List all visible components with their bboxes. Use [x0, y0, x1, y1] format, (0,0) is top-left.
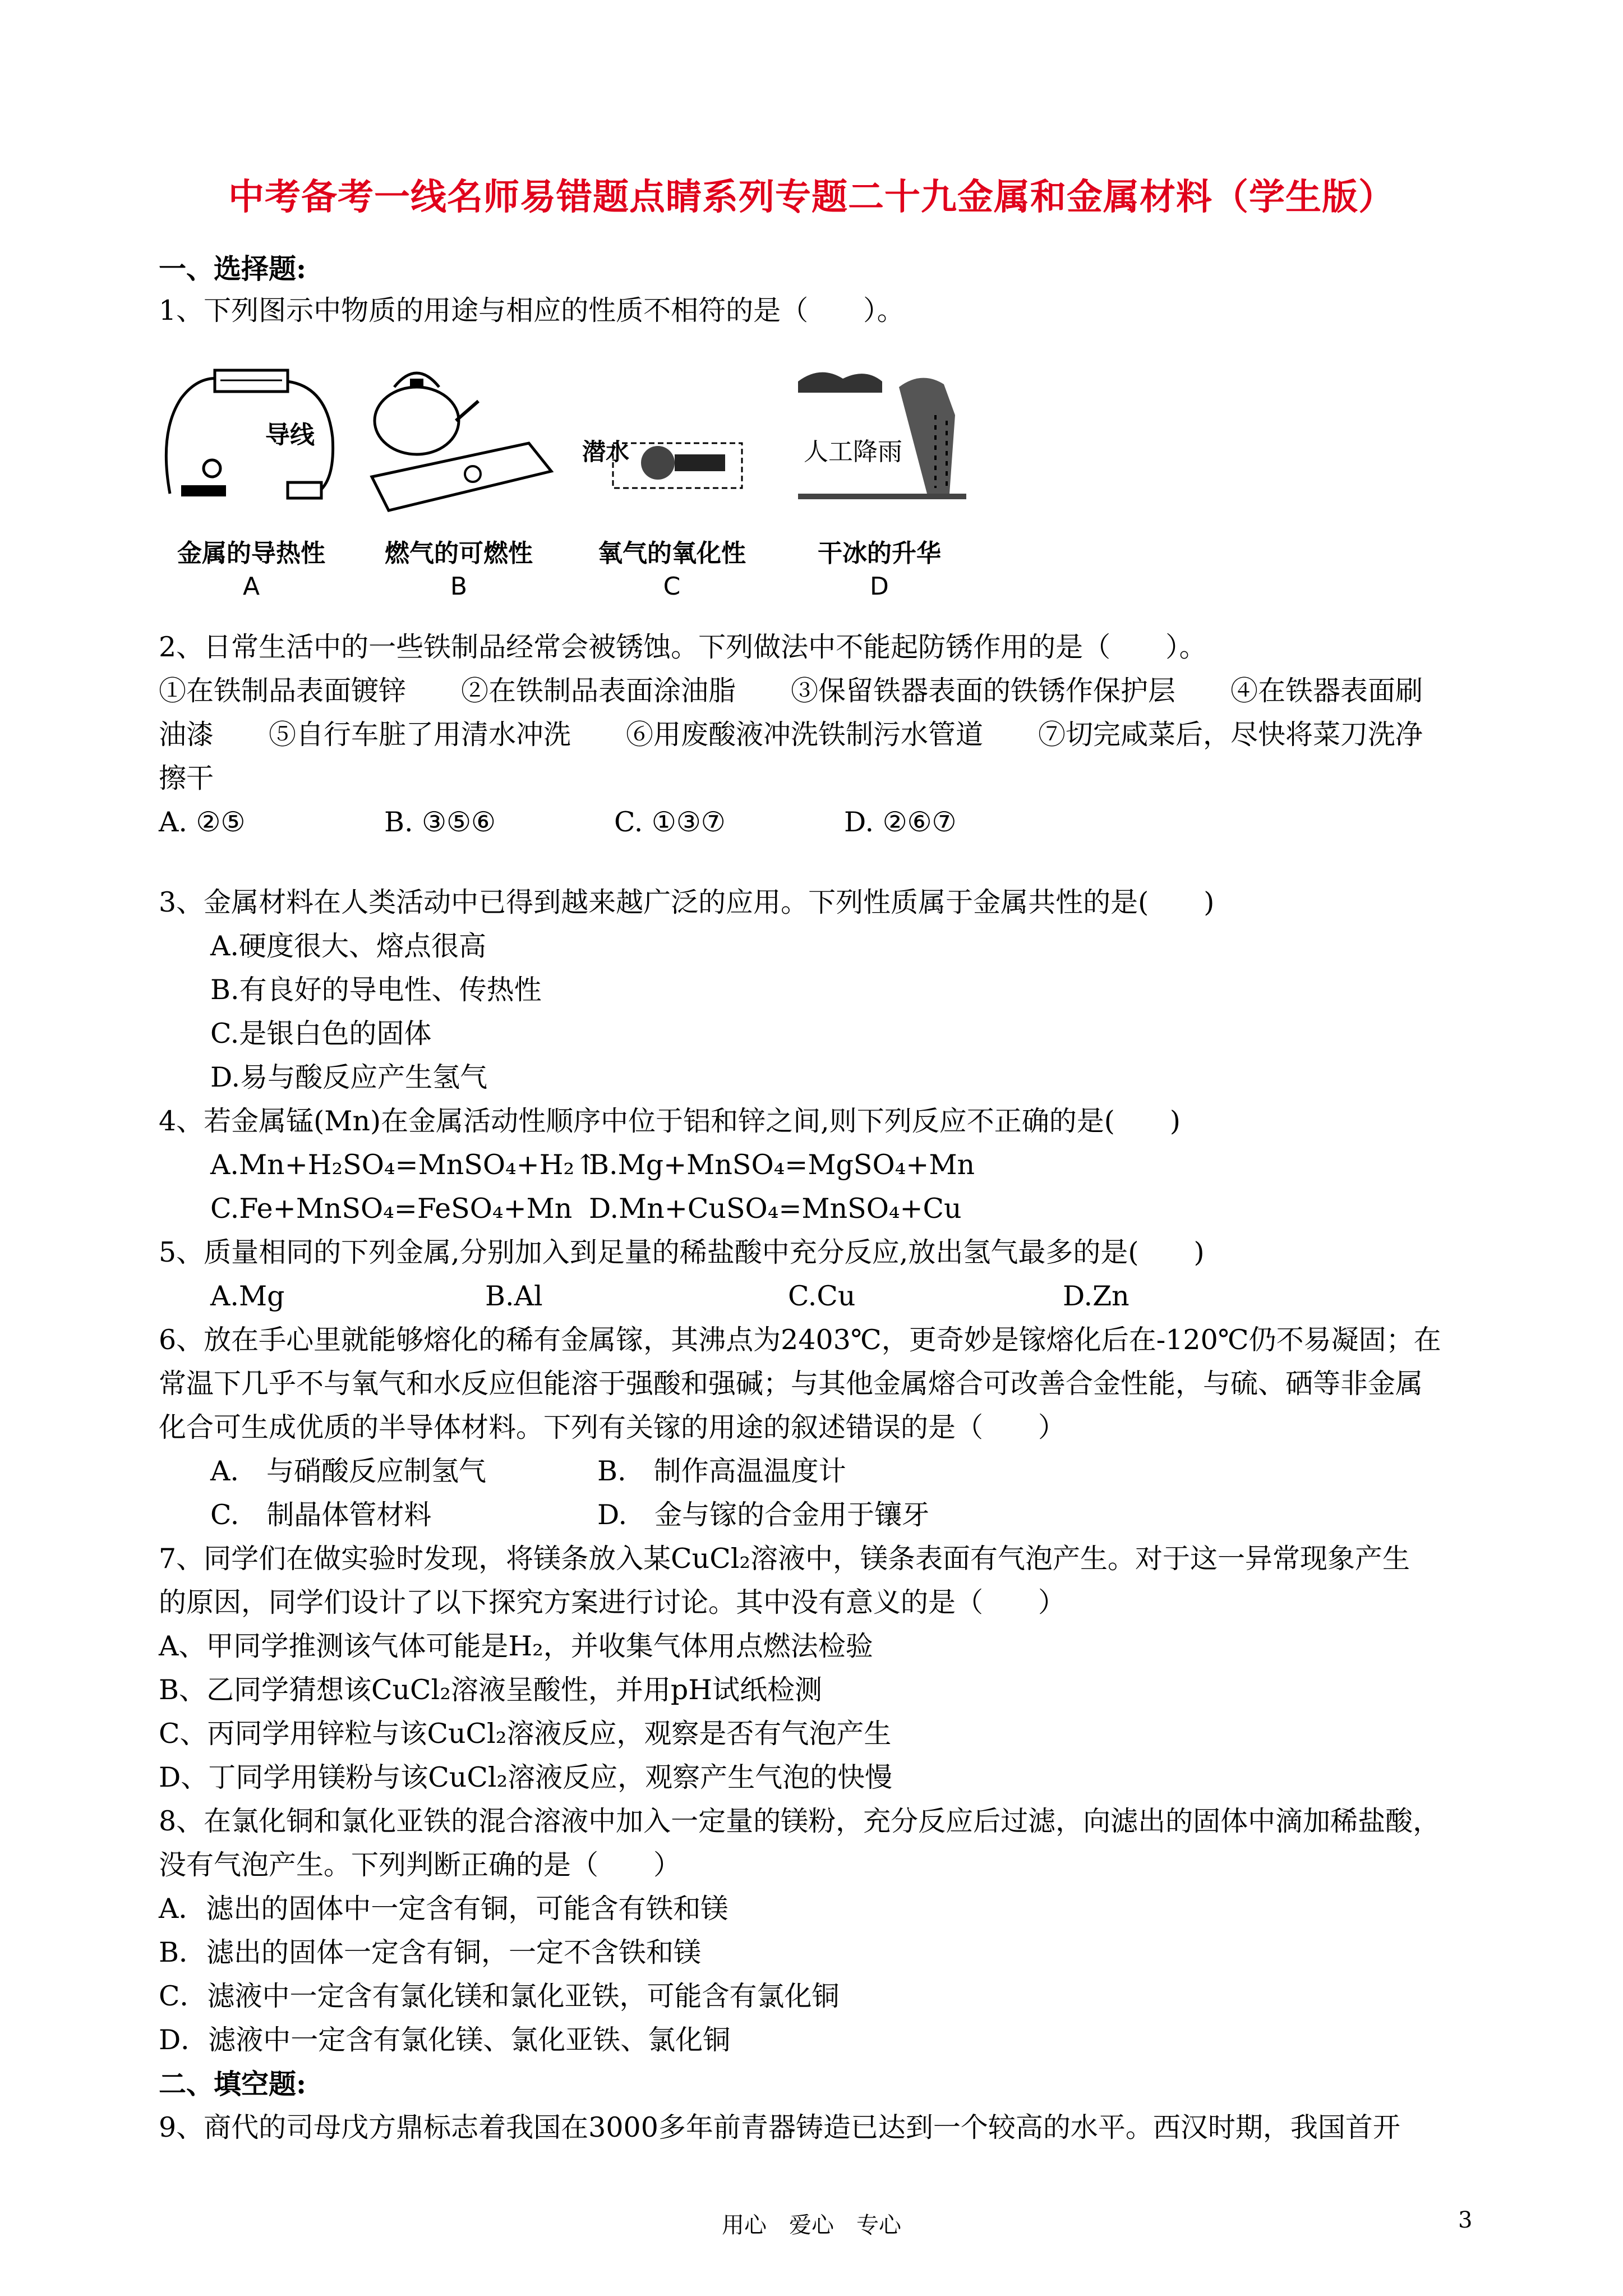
question-6-option-d: D. 金与镓的合金用于镶牙: [597, 1499, 930, 1531]
figure-a-caption: 金属的导热性: [177, 539, 325, 568]
circuit-illustration: [159, 348, 344, 527]
question-3-option-d: D.易与酸反应产生氢气: [210, 1061, 488, 1093]
question-1: 1、下列图示中物质的用途与相应的性质不相符的是（ ）。: [159, 295, 905, 326]
figure-c: [579, 348, 764, 611]
figure-a: [159, 348, 344, 611]
figure-c-letter: C: [663, 572, 681, 601]
question-2-option-b: B. ③⑤⑥: [384, 806, 496, 838]
figure-c-caption: 氧气的氧化性: [598, 539, 746, 568]
question-4-option-d: D.Mn+CuSO₄=MnSO₄+Cu: [589, 1193, 962, 1225]
rain-illustration: [787, 348, 989, 527]
question-7-line-1: 7、同学们在做实验时发现，将镁条放入某CuCl₂溶液中，镁条表面有气泡产生。对于这一异常现象产生: [159, 1543, 1410, 1575]
question-2-line-3: 擦干: [159, 762, 214, 794]
question-6-line-2: 常温下几乎不与氧气和水反应但能溶于强酸和强碱；与其他金属熔合可改善合金性能，与硫、硒等非金属: [159, 1368, 1423, 1400]
figure-a-label: 导线: [265, 421, 315, 449]
question-2: 2、日常生活中的一些铁制品经常会被锈蚀。下列做法中不能起防锈作用的是（ ）。: [159, 631, 1207, 663]
question-8-line-1: 8、在氯化铜和氯化亚铁的混合溶液中加入一定量的镁粉，充分反应后过滤，向滤出的固体中滴加稀盐酸，: [159, 1805, 1441, 1837]
question-7-option-a: A、甲同学推测该气体可能是H₂，并收集气体用点燃法检验: [159, 1630, 873, 1662]
section-heading-fill: 二、填空题:: [159, 2068, 307, 2100]
question-8-option-d: D．滤液中一定含有氯化镁、氯化亚铁、氯化铜: [159, 2024, 731, 2056]
question-4-option-c: C.Fe+MnSO₄=FeSO₄+Mn: [210, 1193, 573, 1225]
question-8-option-a: A．滤出的固体中一定含有铜，可能含有铁和镁: [159, 1893, 728, 1925]
figure-d-caption: 干冰的升华: [818, 539, 941, 568]
question-5-option-c: C.Cu: [788, 1280, 856, 1312]
section-heading-choice: 一、选择题:: [159, 252, 307, 285]
question-5-option-b: B.Al: [485, 1280, 543, 1312]
question-9: 9、商代的司母戊方鼎标志着我国在3000多年前青器铸造已达到一个较高的水平。西汉时期，我国首开: [159, 2111, 1400, 2143]
question-3-option-a: A.硬度很大、熔点很高: [210, 930, 486, 962]
question-2-option-a: A. ②⑤: [159, 806, 246, 838]
question-5-option-d: D.Zn: [1063, 1280, 1129, 1312]
question-8-option-c: C．滤液中一定含有氯化镁和氯化亚铁，可能含有氯化铜: [159, 1980, 840, 2012]
question-4-option-a: A.Mn+H₂SO₄=MnSO₄+H₂↑: [210, 1149, 598, 1181]
question-1-figures: [159, 348, 1000, 611]
question-3-option-b: B.有良好的导电性、传热性: [210, 974, 542, 1006]
figure-d: [787, 348, 972, 611]
question-6-option-a: A. 与硝酸反应制氢气: [210, 1455, 486, 1487]
question-2-line-1: ①在铁制品表面镀锌 ②在铁制品表面涂油脂 ③保留铁器表面的铁锈作保护层 ④在铁器表面刷: [159, 675, 1423, 707]
question-7-option-c: C、丙同学用锌粒与该CuCl₂溶液反应，观察是否有气泡产生: [159, 1718, 892, 1750]
question-8-option-b: B．滤出的固体一定含有铜，一定不含铁和镁: [159, 1936, 702, 1968]
question-7-line-2: 的原因，同学们设计了以下探究方案进行讨论。其中没有意义的是（ ）: [159, 1586, 1066, 1618]
figure-d-letter: D: [870, 572, 889, 601]
page-footer: 用心 爱心 专心: [722, 2212, 901, 2238]
page-title: 中考备考一线名师易错题点睛系列专题二十九金属和金属材料（学生版）: [228, 176, 1395, 218]
page-number: 3: [1458, 2207, 1473, 2233]
question-2-option-d: D. ②⑥⑦: [844, 806, 957, 838]
question-8-line-2: 没有气泡产生。下列判断正确的是（ ）: [159, 1849, 681, 1881]
figure-c-label: 潜水: [582, 438, 630, 466]
question-5-option-a: A.Mg: [210, 1280, 285, 1312]
figure-b: [366, 348, 551, 611]
figure-a-letter: A: [242, 572, 260, 601]
question-3-option-c: C.是银白色的固体: [210, 1018, 432, 1050]
question-4-option-b: B.Mg+MnSO₄=MgSO₄+Mn: [589, 1149, 975, 1181]
diver-illustration: [579, 348, 770, 527]
question-5: 5、质量相同的下列金属,分别加入到足量的稀盐酸中充分反应,放出氢气最多的是( ): [159, 1236, 1205, 1268]
figure-b-caption: 燃气的可燃性: [385, 539, 533, 568]
figure-d-label: 人工降雨: [804, 438, 902, 466]
question-4: 4、若金属锰(Mn)在金属活动性顺序中位于铝和锌之间,则下列反应不正确的是( ): [159, 1105, 1181, 1137]
question-6-option-b: B. 制作高温温度计: [597, 1455, 846, 1487]
question-2-option-c: C. ①③⑦: [614, 806, 726, 838]
figure-b-letter: B: [450, 572, 468, 601]
kettle-illustration: [366, 348, 557, 527]
question-6-option-c: C. 制晶体管材料: [210, 1499, 432, 1531]
question-6-line-1: 6、放在手心里就能够熔化的稀有金属镓，其沸点为2403℃，更奇妙是镓熔化后在-120℃仍不易凝固；在: [159, 1324, 1441, 1356]
question-3: 3、金属材料在人类活动中已得到越来越广泛的应用。下列性质属于金属共性的是( ): [159, 886, 1215, 918]
question-2-line-2: 油漆 ⑤自行车脏了用清水冲洗 ⑥用废酸液冲洗铁制污水管道 ⑦切完咸菜后，尽快将菜刀洗净: [159, 719, 1423, 751]
question-7-option-b: B、乙同学猜想该CuCl₂溶液呈酸性，并用pH试纸检测: [159, 1674, 822, 1706]
question-6-line-3: 化合可生成优质的半导体材料。下列有关镓的用途的叙述错误的是（ ）: [159, 1411, 1066, 1443]
question-7-option-d: D、丁同学用镁粉与该CuCl₂溶液反应，观察产生气泡的快慢: [159, 1761, 893, 1793]
